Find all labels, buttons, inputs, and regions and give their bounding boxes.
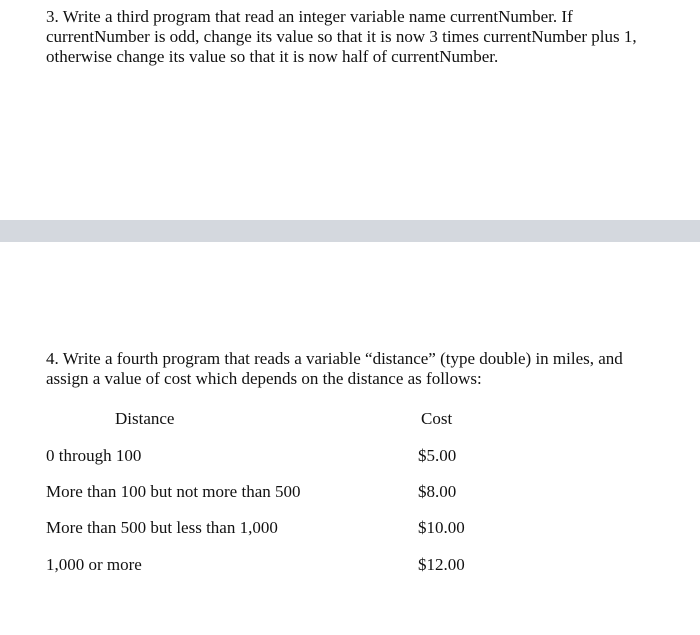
cost-value: $5.00 — [418, 446, 457, 465]
distance-range: More than 100 but not more than 500 — [46, 482, 301, 501]
cost-value: $12.00 — [418, 555, 465, 574]
distance-column-header: Distance — [115, 409, 175, 428]
question-3-line: 3. Write a third program that read an integer variable name currentNumber. If — [46, 7, 573, 26]
cost-value: $8.00 — [418, 482, 457, 501]
cost-table-row — [0, 446, 700, 466]
cost-value: $10.00 — [418, 518, 465, 537]
distance-range: 1,000 or more — [46, 555, 142, 574]
cost-table-row — [0, 482, 700, 502]
cost-table-row — [0, 518, 700, 538]
distance-range: More than 500 but less than 1,000 — [46, 518, 278, 537]
question-3-line: otherwise change its value so that it is now half of currentNumber. — [46, 47, 499, 66]
distance-range: 0 through 100 — [46, 446, 142, 465]
question-4 — [46, 349, 686, 389]
cost-column-header: Cost — [421, 409, 453, 428]
page-divider — [0, 220, 700, 242]
question-4-line: assign a value of cost which depends on the distance as follows: — [46, 369, 482, 388]
cost-table-row — [0, 555, 700, 575]
question-3-line: currentNumber is odd, change its value so that it is now 3 times currentNumber plus 1, — [46, 27, 637, 46]
question-3 — [46, 7, 686, 67]
question-4-line: 4. Write a fourth program that reads a variable “distance” (type double) in miles, and — [46, 349, 623, 368]
